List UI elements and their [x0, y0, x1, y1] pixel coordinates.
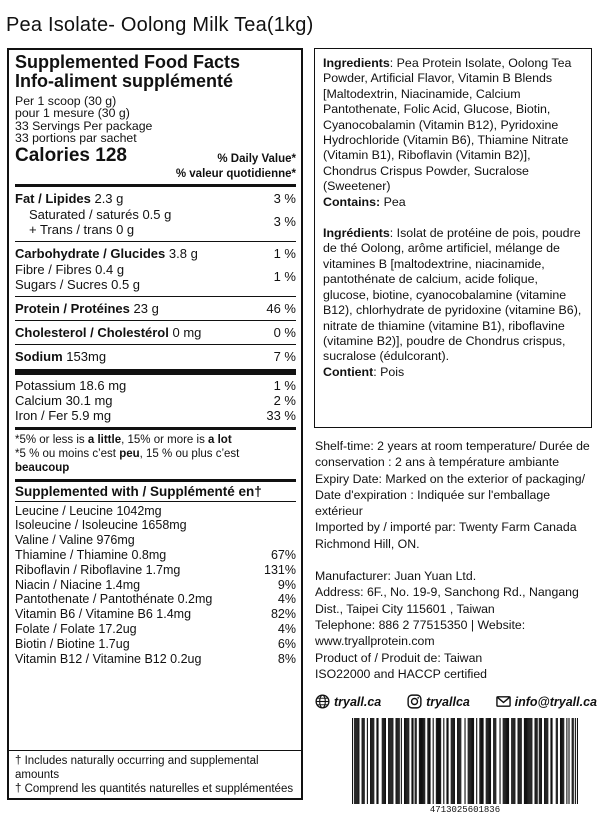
barcode-bar	[438, 718, 439, 804]
barcode-bar	[494, 718, 495, 804]
expiry-date: Expiry Date: Marked on the exterior of packaging/ Date d'expiration : Indiquée sur l'emballage extérieur	[315, 471, 585, 519]
heading-fr: Info-aliment supplémenté	[15, 71, 234, 91]
barcode-bar	[544, 718, 545, 804]
product-of: Product of / Produit de: Taiwan	[315, 650, 483, 665]
calcium-row: Calcium 30.1 mg 2 %	[15, 392, 296, 408]
barcode-bar	[473, 718, 474, 804]
barcode-bar	[436, 718, 437, 804]
supplements-list	[15, 504, 296, 667]
supplement-footnote: † Includes naturally occurring and supplemental amounts † Comprend les quantités naturelles et supplémentées	[9, 750, 301, 798]
barcode-bar	[464, 718, 465, 804]
barcode-bar	[547, 718, 548, 804]
supplement-row: Folate / Folate 17.2ug 4%	[15, 622, 296, 636]
barcode-bar	[562, 718, 563, 804]
barcode-bar	[376, 718, 377, 804]
supplement-row: Isoleucine / Isoleucine 1658mg	[15, 518, 187, 533]
barcode-bar	[373, 718, 374, 804]
barcode-bar	[524, 718, 525, 804]
barcode-bar	[481, 718, 482, 804]
divider	[15, 184, 296, 187]
barcode-bar	[392, 718, 393, 804]
mail-icon	[496, 694, 511, 709]
supplement-row: Pantothenate / Pantothénate 0.2mg 4%	[15, 592, 296, 607]
divider	[15, 479, 296, 482]
barcode-bar	[362, 718, 363, 804]
barcode-bar	[507, 718, 508, 804]
fat-row: Fat / Lipides 2.3 g 3 %	[15, 190, 296, 206]
barcode-bar	[557, 718, 558, 804]
barcode-bar	[550, 718, 551, 804]
barcode-bar	[490, 718, 491, 804]
daily-value-fr: % valeur quotidienne*	[175, 167, 296, 180]
iron-row: Iron / Fer 5.9 mg 33 %	[15, 407, 296, 423]
website-link[interactable]: tryall.ca	[315, 694, 381, 709]
barcode-bar	[520, 718, 521, 804]
barcode-bar	[503, 718, 504, 804]
barcode-bar	[446, 718, 447, 804]
barcode-bar	[486, 718, 487, 804]
barcode-bar	[398, 718, 399, 804]
divider	[15, 344, 296, 345]
barcode-bar	[358, 718, 359, 804]
supplement-row: Thiamine / Thiamine 0.8mg 67%	[15, 548, 296, 563]
barcode-bar	[443, 718, 444, 804]
barcode-bar	[535, 718, 536, 804]
barcode-bar	[469, 718, 470, 804]
contains-en: Contains: Pea	[323, 194, 406, 209]
barcode-bar	[437, 718, 438, 804]
barcode-bar	[525, 718, 526, 804]
instagram-link[interactable]: tryallca	[407, 694, 470, 709]
protein-row: Protein / Protéines 23 g 46 %	[15, 300, 296, 316]
barcode-bar	[388, 718, 389, 804]
barcode-bar	[487, 718, 488, 804]
barcode-bar	[566, 718, 567, 804]
barcode-bar	[499, 718, 500, 804]
barcode-bar	[483, 718, 484, 804]
cholesterol-row: Cholesterol / Cholestérol 0 mg 0 %	[15, 324, 296, 340]
barcode-bar	[422, 718, 423, 804]
barcode-bar	[560, 718, 561, 804]
barcode-bar	[458, 718, 459, 804]
daily-value-en: % Daily Value*	[217, 152, 296, 165]
product-title: Pea Isolate- Oolong Milk Tea(1kg)	[6, 14, 314, 36]
barcode-bar	[364, 718, 365, 804]
barcode-bar	[551, 718, 552, 804]
barcode-bar	[471, 718, 472, 804]
barcode-bar	[513, 718, 514, 804]
barcode-bar	[385, 718, 386, 804]
barcode-bar	[577, 718, 578, 804]
barcode-bar	[383, 718, 384, 804]
barcode-bar	[419, 718, 420, 804]
barcode-bar	[391, 718, 392, 804]
barcode-bar	[563, 718, 564, 804]
barcode-bar	[476, 718, 477, 804]
barcode-bar	[389, 718, 390, 804]
barcode-bar	[575, 718, 576, 804]
barcode-bar	[440, 718, 441, 804]
telephone-website: Telephone: 886 2 77515350 | Website: www.tryallprotein.com	[315, 617, 526, 649]
ingredients-fr: Ingrédients: Isolat de protéine de pois, poudre de thé Oolong, arôme artificiel, mélange de vitamines B [maltodextrine, niacinamide, pantothénate de calcium, acide folique, glucose, biotine, cyanocobalamine (vitamine B12), chlorhydrate de pyridoxine (vitamine B6), nitrate de thiamine (vitamine B1), riboflavine (vitamine B2)], poudre de Chondrus crispus, sucralose (édulcorant).	[323, 226, 582, 364]
barcode-bar	[531, 718, 532, 804]
barcode-bar	[460, 718, 461, 804]
barcode-bar	[528, 718, 529, 804]
barcode-bar	[488, 718, 489, 804]
barcode-bar	[433, 718, 434, 804]
barcode-bar	[506, 718, 507, 804]
barcode-bar	[472, 718, 473, 804]
barcode-bar	[377, 718, 378, 804]
barcode-bar	[399, 718, 400, 804]
potassium-row: Potassium 18.6 mg 1 %	[15, 377, 296, 393]
serving-info: Per 1 scoop (30 g) pour 1 mesure (30 g) 33 Servings Per package 33 portions par sachet	[15, 94, 153, 146]
barcode-bar	[504, 718, 505, 804]
barcode-bar	[390, 718, 391, 804]
barcode-bar	[512, 718, 513, 804]
barcode-bar	[518, 718, 519, 804]
calories: Calories 128	[15, 144, 127, 166]
barcode-bar	[495, 718, 496, 804]
barcode-bar	[508, 718, 509, 804]
barcode-bar	[401, 718, 402, 804]
barcode-bar	[457, 718, 458, 804]
supplement-row: Riboflavin / Riboflavine 1.7mg 131%	[15, 562, 296, 577]
barcode-bar	[540, 718, 541, 804]
contains-fr: Contient: Pois	[323, 364, 405, 379]
fibre-row: Fibre / Fibres 0.4 g	[15, 261, 125, 277]
sugars-row: Sugars / Sucres 0.5 g	[15, 276, 141, 292]
barcode-bar	[480, 718, 481, 804]
ingredients-en: Ingredients: Pea Protein Isolate, Oolong Tea Powder, Artificial Flavor, Vitamin B Blends [Maltodextrin, Niacinamide, Calcium Pantothenate, Folic Acid, Glucose, Biotin, Cyanocobalamin (Vitamin B12), Pyridoxine Hydrochloride (Vitamin B6), Thiamine Nitrate (Vitamin B1), Riboflavin (Vitamin B2)], Chondrus Crispus Powder, Sucralose (Sweetener)	[323, 56, 572, 194]
barcode-bar	[428, 718, 429, 804]
barcode-bar	[556, 718, 557, 804]
address: Address: 6F., No. 19-9, Sanchong Rd., Nangang Dist., Taipei City 115601 , Taiwan	[315, 585, 579, 616]
sat-trans-group: Saturated / saturés 0.5 g + Trans / trans 0 g 3 %	[15, 207, 296, 237]
product-info	[315, 438, 597, 682]
barcode-bar	[572, 718, 573, 804]
barcode	[352, 718, 578, 804]
supplement-row: Vitamin B6 / Vitamine B6 1.4mg 82%	[15, 607, 296, 622]
calories-row	[15, 146, 296, 166]
barcode-bar	[416, 718, 417, 804]
barcode-bar	[429, 718, 430, 804]
barcode-bar	[357, 718, 358, 804]
carb-row: Carbohydrate / Glucides 3.8 g 1 %	[15, 245, 296, 261]
barcode-bar	[511, 718, 512, 804]
divider	[15, 241, 296, 242]
sodium-row: Sodium 153mg 7 %	[15, 348, 296, 364]
barcode-bar	[541, 718, 542, 804]
instagram-icon	[407, 694, 422, 709]
manufacturer: Manufacturer: Juan Yuan Ltd.	[315, 569, 477, 584]
barcode-bar	[397, 718, 398, 804]
barcode-bar	[493, 718, 494, 804]
barcode-bar	[408, 718, 409, 804]
barcode-bar	[423, 718, 424, 804]
barcode-bar	[470, 718, 471, 804]
supplement-row: Biotin / Biotine 1.7ug 6%	[15, 636, 296, 651]
barcode-bar	[536, 718, 537, 804]
barcode-bar	[406, 718, 407, 804]
barcode-bar	[454, 718, 455, 804]
fibre-sugars-group: Fibre / Fibres 0.4 g Sugars / Sucres 0.5 g 1 %	[15, 261, 296, 292]
barcode-bar	[459, 718, 460, 804]
barcode-bar	[452, 718, 453, 804]
barcode-bar	[404, 718, 405, 804]
barcode-bar	[529, 718, 530, 804]
certification: ISO22000 and HACCP certified	[315, 666, 488, 681]
barcode-bar	[468, 718, 469, 804]
barcode-bar	[382, 718, 383, 804]
barcode-bar	[489, 718, 490, 804]
divider	[15, 296, 296, 297]
barcode-bar	[568, 718, 569, 804]
barcode-bar	[371, 718, 372, 804]
barcode-bar	[415, 718, 416, 804]
barcode-bar	[384, 718, 385, 804]
supplement-row: Niacin / Niacine 1.4mg 9%	[15, 577, 296, 592]
barcode-bar	[356, 718, 357, 804]
barcode-bar	[479, 718, 480, 804]
barcode-bar	[411, 718, 412, 804]
trans-row: + Trans / trans 0 g	[29, 221, 135, 237]
barcode-bar	[530, 718, 531, 804]
barcode-bar	[453, 718, 454, 804]
divider	[15, 369, 296, 375]
globe-icon	[315, 694, 330, 709]
barcode-bar	[355, 718, 356, 804]
barcode-bar	[439, 718, 440, 804]
barcode-bar	[505, 718, 506, 804]
barcode-bar	[519, 718, 520, 804]
barcode-bar	[352, 718, 353, 804]
barcode-bar	[407, 718, 408, 804]
barcode-bar	[370, 718, 371, 804]
barcode-bar	[526, 718, 527, 804]
importer: Imported by / importé par: Twenty Farm Canada Richmond Hill, ON.	[315, 520, 577, 551]
barcode-bar	[537, 718, 538, 804]
barcode-bar	[573, 718, 574, 804]
divider	[15, 320, 296, 321]
barcode-number: 4713025601836	[429, 805, 501, 815]
divider	[15, 501, 296, 502]
ingredients-box	[314, 48, 592, 428]
barcode-bar	[396, 718, 397, 804]
barcode-bar	[527, 718, 528, 804]
supplement-row: Valine / Valine 976mg	[15, 533, 135, 548]
supplement-row: Vitamin B12 / Vitamine B12 0.2ug 8%	[15, 651, 296, 666]
barcode-bar	[412, 718, 413, 804]
email-link[interactable]: info@tryall.ca	[496, 694, 597, 709]
barcode-bar	[372, 718, 373, 804]
barcode-bar	[424, 718, 425, 804]
supplement-row: Leucine / Leucine 1042mg	[15, 503, 162, 518]
barcode-bar	[546, 718, 547, 804]
heading-en: Supplemented Food Facts	[15, 52, 241, 72]
contact-row	[315, 694, 597, 709]
saturated-row: Saturated / saturés 0.5 g	[29, 206, 172, 222]
barcode-bar	[405, 718, 406, 804]
barcode-bar	[421, 718, 422, 804]
barcode-bar	[363, 718, 364, 804]
barcode-bar	[561, 718, 562, 804]
barcode-bar	[539, 718, 540, 804]
barcode-bar	[354, 718, 355, 804]
shelf-life: Shelf-time: 2 years at room temperature/ Durée de conservation : 2 ans à température ambiante	[315, 439, 590, 470]
barcode-bar	[427, 718, 428, 804]
daily-value-footnote: *5% or less is a little, 15% or more is a lot *5 % ou moins c’est peu, 15 % ou plus c’est beaucoup	[15, 433, 240, 474]
barcode-bar	[545, 718, 546, 804]
supplemented-heading: Supplemented with / Supplémenté en†	[15, 483, 262, 499]
barcode-bar	[521, 718, 522, 804]
barcode-bar	[447, 718, 448, 804]
nutrition-facts-panel	[7, 48, 303, 800]
barcode-bar	[367, 718, 368, 804]
barcode-bar	[451, 718, 452, 804]
barcode-bar	[514, 718, 515, 804]
barcode-bar	[420, 718, 421, 804]
